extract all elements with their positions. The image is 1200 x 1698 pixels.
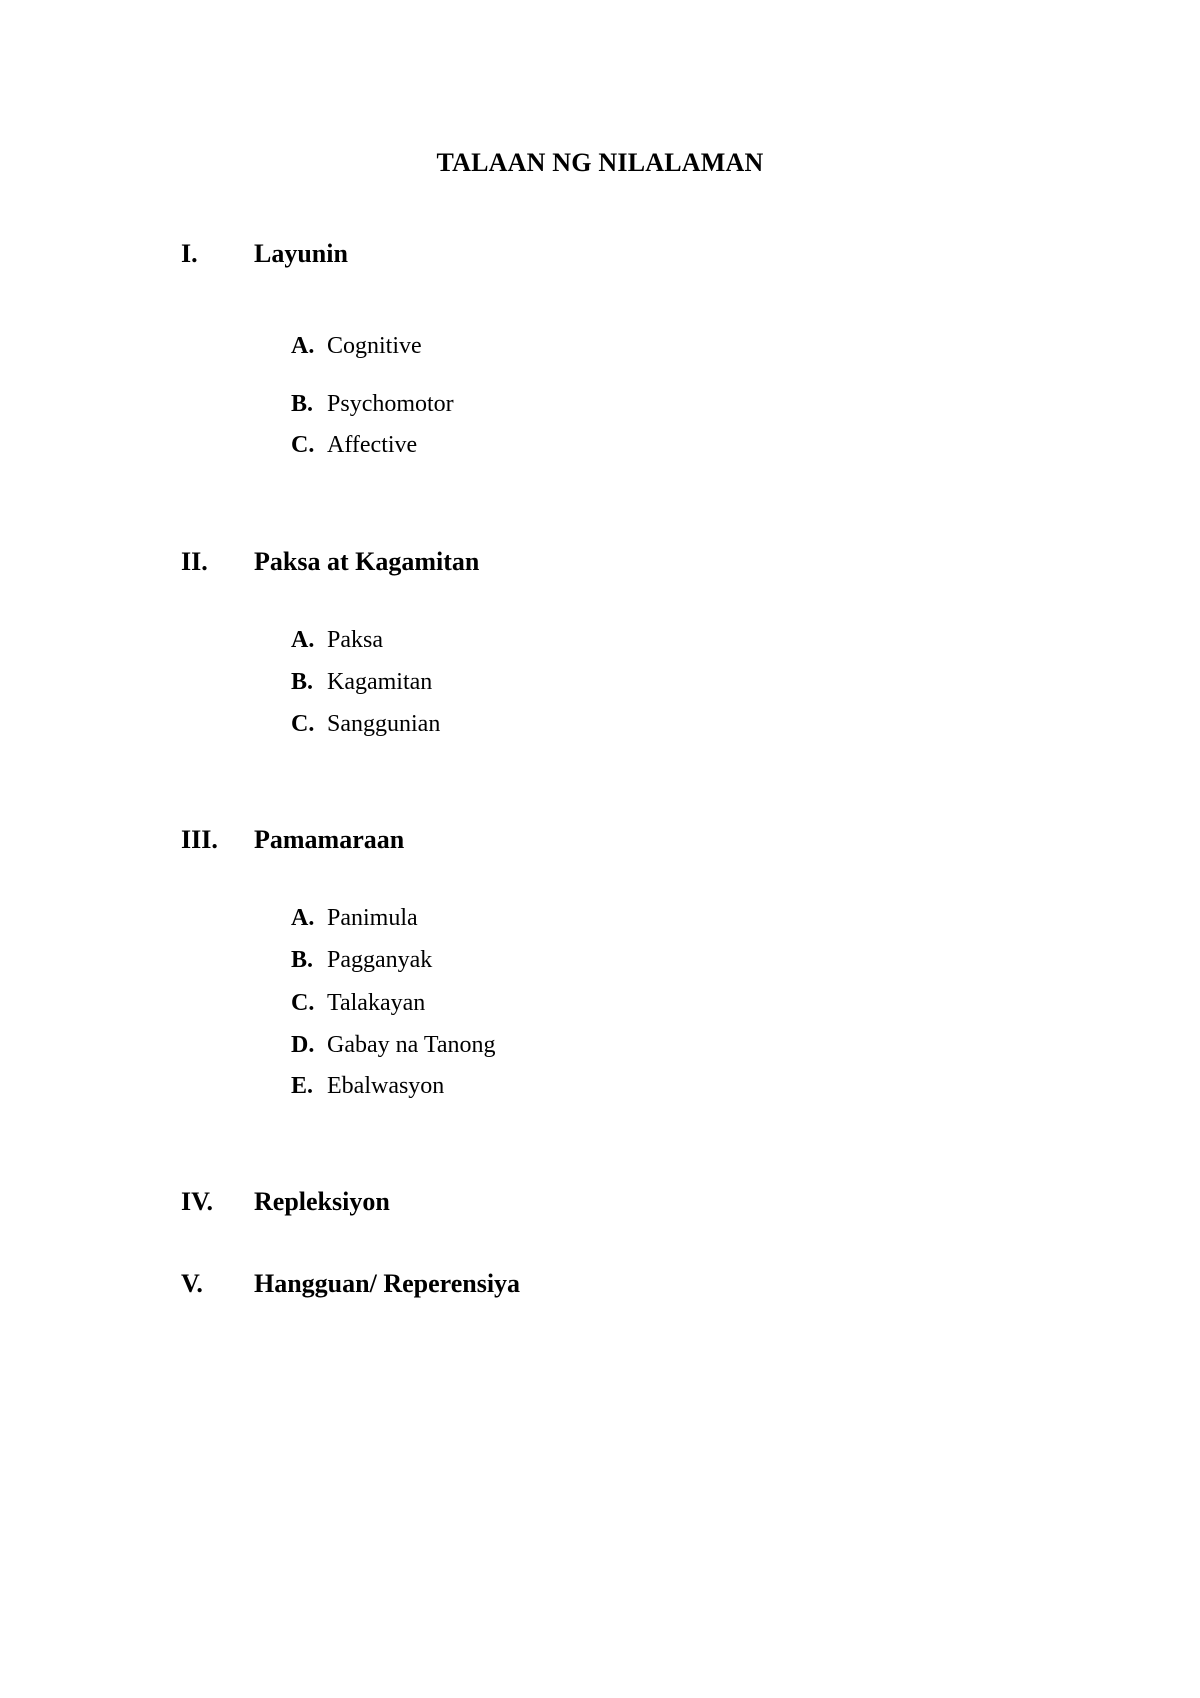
item-label: Sanggunian [327, 711, 441, 737]
item-label: Paksa [327, 627, 383, 653]
item-label: Kagamitan [327, 669, 433, 695]
section-title: Pamamaraan [254, 825, 405, 854]
item-label: Talakayan [327, 990, 426, 1016]
list-item-gabay-na-tanong [291, 1029, 496, 1061]
section-numeral: III. [181, 825, 218, 854]
item-letter: A. [291, 627, 315, 653]
item-label: Panimula [327, 905, 418, 931]
item-letter: A. [291, 333, 315, 359]
item-label: Psychomotor [327, 391, 454, 417]
list-item-kagamitan [291, 666, 432, 698]
item-label: Affective [327, 432, 418, 458]
section-heading-layunin [181, 237, 348, 271]
item-letter: C. [291, 711, 315, 737]
section-heading-hangguan-reperensiya [181, 1267, 520, 1301]
section-title: Repleksiyon [254, 1187, 390, 1216]
item-letter: B. [291, 669, 314, 695]
item-letter: B. [291, 391, 314, 417]
section-title: Layunin [254, 239, 348, 268]
item-letter: B. [291, 947, 314, 973]
section-title: Paksa at Kagamitan [254, 547, 480, 576]
list-item-ebalwasyon [291, 1070, 444, 1102]
section-heading-pamamaraan [181, 823, 404, 857]
section-title: Hangguan/ Reperensiya [254, 1269, 521, 1298]
section-numeral: I. [181, 239, 198, 268]
document-title: TALAAN NG NILALAMAN [436, 148, 764, 177]
list-item-psychomotor [291, 388, 454, 420]
list-item-cognitive [291, 330, 422, 362]
section-numeral: V. [181, 1269, 203, 1298]
item-label: Gabay na Tanong [327, 1032, 496, 1058]
list-item-talakayan [291, 987, 425, 1019]
list-item-pagganyak [291, 944, 432, 976]
item-letter: A. [291, 905, 315, 931]
item-letter: C. [291, 432, 315, 458]
list-item-paksa [291, 624, 383, 656]
section-heading-repleksiyon [181, 1185, 390, 1219]
list-item-sanggunian [291, 708, 440, 740]
section-heading-paksa-at-kagamitan [181, 545, 479, 579]
list-item-affective [291, 429, 417, 461]
item-label: Cognitive [327, 333, 422, 359]
section-numeral: II. [181, 547, 208, 576]
section-numeral: IV. [181, 1187, 214, 1216]
item-letter: D. [291, 1032, 315, 1058]
item-letter: C. [291, 990, 315, 1016]
list-item-panimula [291, 902, 418, 934]
item-label: Pagganyak [327, 947, 433, 973]
item-label: Ebalwasyon [327, 1073, 445, 1099]
item-letter: E. [291, 1073, 314, 1099]
